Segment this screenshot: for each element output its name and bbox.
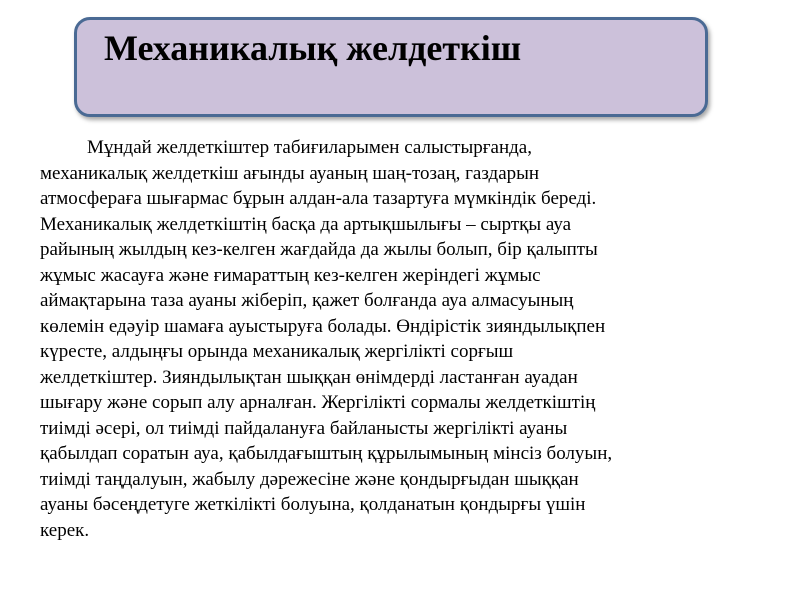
paragraph-line: механикалық желдеткіш ағынды ауаның шаң-тозаң, газдарын (40, 162, 540, 184)
paragraph-line: райының жылдың кез-келген жағдайда да жылы болып, бір қалыпты (40, 239, 598, 260)
paragraph-line: күресте, алдыңғы орында механикалық жергілікті сорғыш (40, 341, 514, 362)
paragraph-line: Мұндай желдеткіштер табиғиларымен салыстырғанда, (87, 137, 532, 158)
paragraph-line: керек. (40, 519, 90, 541)
paragraph-line: жұмыс жасауға және ғимараттың кез-келген жеріндегі жұмыс (40, 264, 541, 286)
paragraph-line: желдеткіштер. Зияндылықтан шыққан өнімдерді ластанған ауадан (40, 366, 578, 388)
paragraph-line: Механикалық желдеткіштің басқа да артықшылығы – сыртқы ауа (40, 213, 572, 235)
body-paragraph (40, 135, 740, 543)
paragraph-line: тиімді әсері, ол тиімді пайдалануға байланысты жергілікті ауаны (40, 417, 568, 439)
paragraph-line: ауаны бәсеңдетуге жеткілікті болуына, қолданатын қондырғы үшін (40, 494, 586, 515)
slide-title: Механикалық желдеткіш (104, 28, 522, 68)
paragraph-line: аймақтарына таза ауаны жіберіп, қажет болғанда ауа алмасуының (40, 290, 574, 311)
paragraph-line: қабылдап соратын ауа, қабылдағыштың құрылымының мінсіз болуын, (40, 443, 613, 464)
paragraph-line: тиімді таңдалуын, жабылу дәрежесіне және қондырғыдан шыққан (40, 468, 579, 490)
paragraph-line: көлемін едәуір шамаға ауыстыруға болады. Өндірістік зияндылықпен (40, 315, 606, 337)
paragraph-line: атмосфераға шығармас бұрын алдан-ала тазартуға мүмкіндік береді. (40, 188, 597, 209)
paragraph-line: шығару және сорып алу арналған. Жергілікті сормалы желдеткіштің (40, 392, 596, 413)
